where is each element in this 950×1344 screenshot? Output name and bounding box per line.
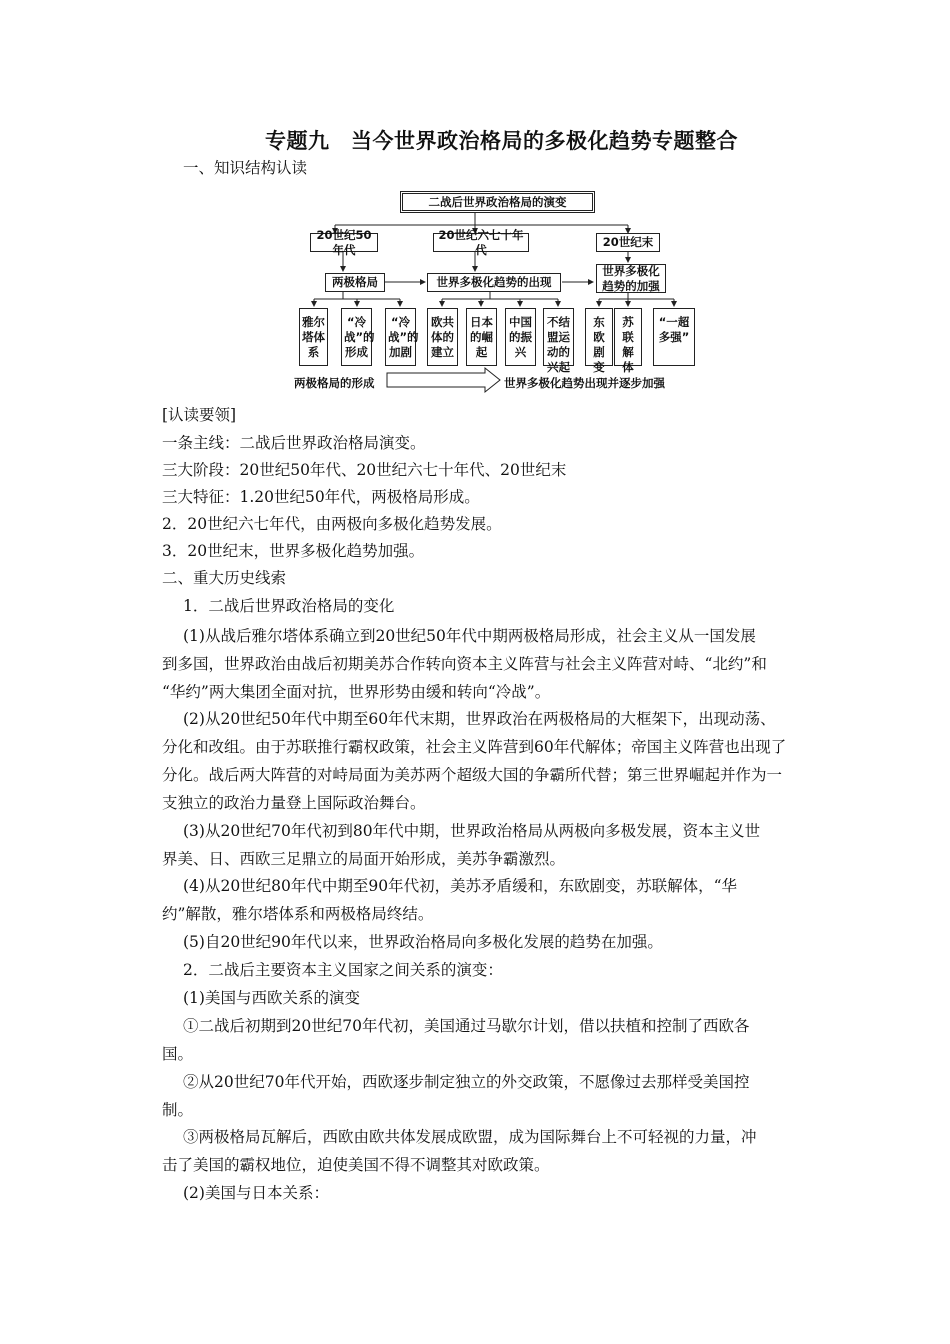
diagram-root: 二战后世界政治格局的演变 bbox=[400, 191, 595, 213]
subheading: 1．二战后世界政治格局的变化 bbox=[183, 597, 395, 615]
item-yalta: 雅尔塔体系 bbox=[299, 308, 328, 366]
paragraph-line: ①二战后初期到20世纪70年代初，美国通过马歇尔计划，借以扶植和控制了西欧各 bbox=[183, 1017, 750, 1035]
guide-line: 一条主线：二战后世界政治格局演变。 bbox=[162, 434, 426, 452]
bottom-label-left: 两极格局的形成 bbox=[294, 376, 375, 390]
paragraph-line: 击了美国的霸权地位，迫使美国不得不调整其对欧政策。 bbox=[162, 1156, 550, 1174]
subheading: 2．二战后主要资本主义国家之间关系的演变： bbox=[183, 961, 503, 979]
paragraph-line: (2)从20世纪50年代中期至60年代末期，世界政治在两极格局的大框架下，出现动荡、 bbox=[183, 710, 776, 728]
paragraph-line: 分化和改组。由于苏联推行霸权政策，社会主义阵营到60年代解体；帝国主义阵营也出现了 bbox=[162, 738, 787, 756]
structure-diagram bbox=[290, 189, 710, 394]
stage-bipolar: 两极格局 bbox=[325, 273, 385, 292]
paragraph-line: ②从20世纪70年代开始，西欧逐步制定独立的外交政策，不愿像过去那样受美国控 bbox=[183, 1073, 750, 1091]
paragraph-line: 支独立的政治力量登上国际政治舞台。 bbox=[162, 794, 426, 812]
section-heading-2: 二、重大历史线索 bbox=[162, 569, 287, 587]
guide-line: 三大特征：1.20世纪50年代，两极格局形成。 bbox=[162, 488, 480, 506]
item-one-super-many-strong: “一超多强” bbox=[653, 308, 695, 366]
item-eec: 欧共体的建立 bbox=[427, 308, 458, 366]
paragraph-line: 制。 bbox=[162, 1101, 194, 1119]
page-title: 专题九 当今世界政治格局的多极化趋势专题整合 bbox=[265, 129, 738, 153]
paragraph-line: (3)从20世纪70年代初到80年代中期，世界政治格局从两极向多极发展，资本主义世 bbox=[183, 822, 761, 840]
subheading: (2)美国与日本关系： bbox=[183, 1184, 329, 1202]
item-china-revival: 中国的振兴 bbox=[505, 308, 536, 366]
paragraph-line: 约”解散，雅尔塔体系和两极格局终结。 bbox=[162, 905, 434, 923]
paragraph-line: 到多国，世界政治由战后初期美苏合作转向资本主义阵营与社会主义阵营对峙、“北约”和 bbox=[162, 655, 767, 673]
guide-line: 2．20世纪六七年代，由两极向多极化趋势发展。 bbox=[162, 515, 502, 533]
stage-multipolar-emerge: 世界多极化趋势的出现 bbox=[427, 273, 561, 292]
paragraph-line: ③两极格局瓦解后，西欧由欧共体发展成欧盟，成为国际舞台上不可轻视的力量，冲 bbox=[183, 1128, 757, 1146]
period-50s: 20世纪50年代 bbox=[310, 233, 378, 252]
item-eastern-europe: 东欧剧变 bbox=[585, 308, 613, 366]
period-late-century: 20世纪末 bbox=[596, 233, 660, 252]
subheading: (1)美国与西欧关系的演变 bbox=[183, 989, 360, 1007]
item-non-aligned: 不结盟运动的兴起 bbox=[543, 308, 574, 366]
paragraph-line: (4)从20世纪80年代中期至90年代初，美苏矛盾缓和，东欧剧变，苏联解体，“华 bbox=[183, 877, 738, 895]
stage-multipolar-strengthen: 世界多极化趋势的加强 bbox=[596, 264, 666, 293]
item-ussr-dissolve: 苏联解体 bbox=[614, 308, 642, 366]
guide-line: 3．20世纪末，世界多极化趋势加强。 bbox=[162, 542, 425, 560]
period-60s-70s: 20世纪六七十年代 bbox=[433, 233, 529, 252]
paragraph-line: “华约”两大集团全面对抗，世界形势由缓和转向“冷战”。 bbox=[162, 683, 551, 701]
bottom-label-right: 世界多极化趋势出现并逐步加强 bbox=[504, 376, 665, 390]
item-cold-war-intensify: “冷战”的加剧 bbox=[385, 308, 416, 366]
item-cold-war-form: “冷战”的形成 bbox=[341, 308, 372, 366]
paragraph-line: 界美、日、西欧三足鼎立的局面开始形成，美苏争霸激烈。 bbox=[162, 850, 566, 868]
paragraph-line: (5)自20世纪90年代以来，世界政治格局向多极化发展的趋势在加强。 bbox=[183, 933, 663, 951]
paragraph-line: (1)从战后雅尔塔体系确立到20世纪50年代中期两极格局形成，社会主义从一国发展 bbox=[183, 627, 756, 645]
guide-heading: [认读要领] bbox=[162, 406, 237, 424]
guide-line: 三大阶段：20世纪50年代、20世纪六七十年代、20世纪末 bbox=[162, 461, 567, 479]
paragraph-line: 分化。战后两大阵营的对峙局面为美苏两个超级大国的争霸所代替；第三世界崛起并作为一 bbox=[162, 766, 783, 784]
paragraph-line: 国。 bbox=[162, 1045, 194, 1063]
section-heading-1: 一、知识结构认读 bbox=[183, 159, 308, 177]
item-japan-rise: 日本的崛起 bbox=[466, 308, 497, 366]
